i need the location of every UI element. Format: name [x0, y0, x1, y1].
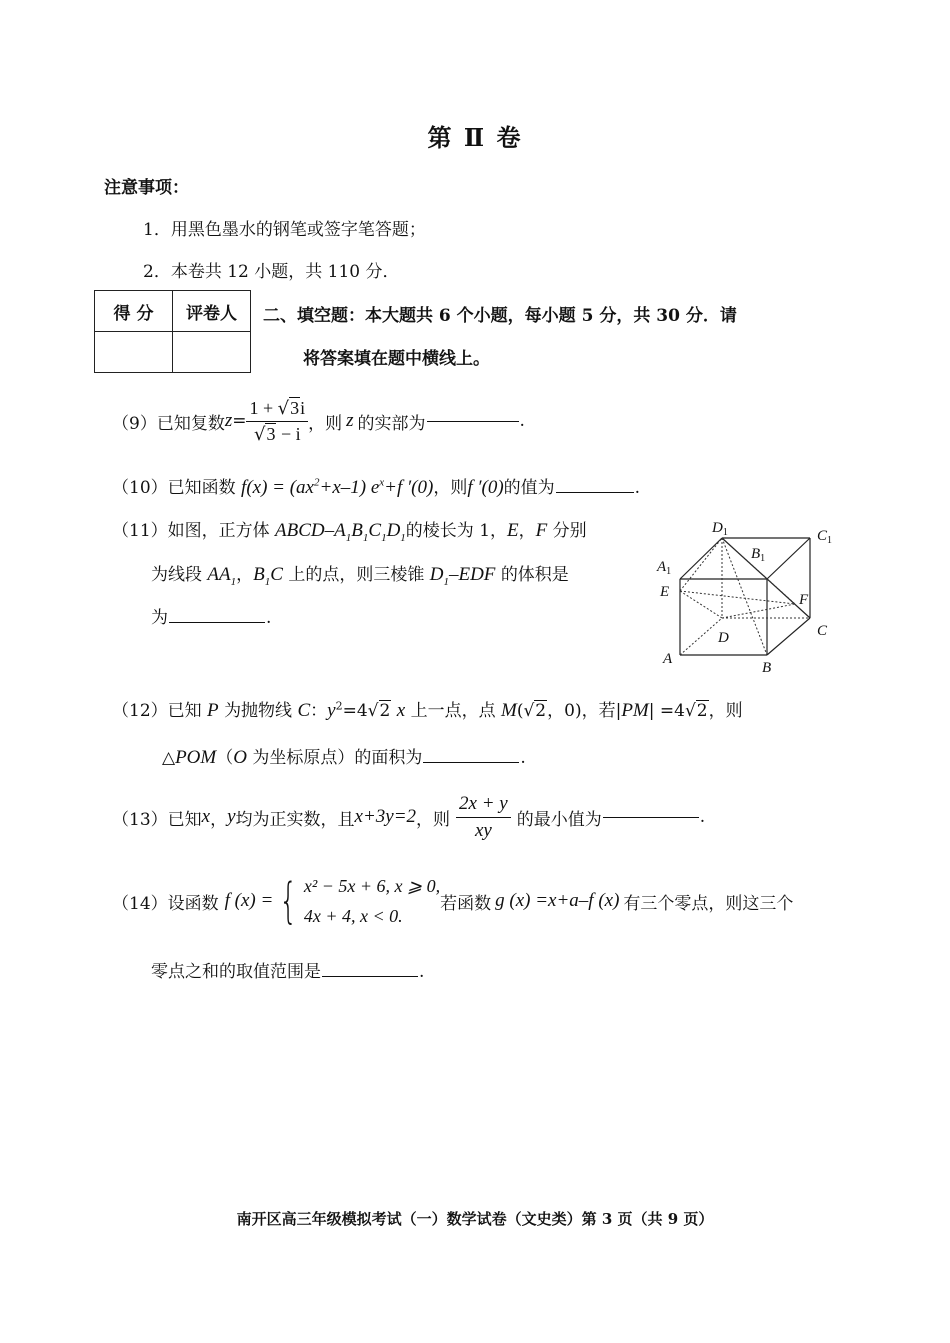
section-heading: 二、填空题：本大题共 6 个小题，每小题 5 分，共 30 分．请 — [263, 306, 737, 326]
label-C: C — [817, 623, 828, 639]
score-cell[interactable] — [95, 332, 173, 373]
label-D1: $D_1$ — [712, 520, 728, 538]
answer-blank-13[interactable] — [603, 816, 699, 818]
answer-blank-10[interactable] — [556, 491, 634, 493]
answer-blank-11[interactable] — [169, 621, 265, 623]
cube-figure — [650, 515, 850, 680]
label-C1: $C_1$ — [817, 528, 833, 546]
fraction-z: $\frac{1 + √3i}{√3 - i}$ — [246, 398, 308, 445]
question-14-line-2: 零点之和的取值范围是 . — [151, 962, 425, 982]
page-title: 第 Ⅱ 卷 — [427, 123, 523, 152]
section-instruction: 将答案填在题中横线上。 — [303, 349, 490, 369]
question-11-line-3: 为 . — [151, 608, 272, 628]
piecewise-brace: { — [279, 873, 298, 929]
notice-heading: 注意事项： — [104, 178, 189, 198]
question-11-line-2: 为线段 $AA_1$，$B_1C$ 上的点，则三棱锥 $D_1$–EDF 的体积是 — [151, 564, 569, 588]
question-13: （13） 已知 x ， y 均为正实数，且 x+3y=2 ，则 $\frac{2x + y}{xy}$ 的最小值为 . — [112, 792, 706, 841]
question-12-line-2: △POM（O 为坐标原点）的面积为 . — [162, 747, 526, 768]
question-12-line-1: （12）已知 P 为抛物线 C：$y^2=4√2$ x 上一点，点 M(√2，0)，若|PM| =4√2，则 — [112, 699, 743, 721]
question-10: （10）已知函数 $f(x) = (ax^2+x-1)$ $e^x+f$ ′(0)，则f ′(0)的值为 . — [112, 476, 641, 498]
label-E: E — [660, 584, 670, 600]
grader-header: 评卷人 — [173, 291, 251, 332]
score-header: 得 分 — [95, 291, 173, 332]
notice-item-1: 1．用黑色墨水的钢笔或签字笔答题； — [143, 220, 426, 240]
question-14-line-1: （14） 设函数 f (x) = { x² − 5x + 6, x ⩾ 0, 4x + 4, x < 0. 若函数 g (x) =x+a–f (x) 有三个零点，则这三个 — [112, 873, 794, 929]
label-D: D — [718, 630, 729, 646]
answer-blank-12[interactable] — [423, 761, 519, 763]
label-A: A — [663, 651, 673, 667]
question-11-line-1: （11）如图，正方体 ABCD–$A_1B_1C_1D_1$的棱长为 1，E，F 分别 — [112, 520, 587, 544]
grader-cell[interactable] — [173, 332, 251, 373]
fraction-13: $\frac{2x + y}{xy}$ — [456, 793, 511, 842]
score-table — [94, 290, 251, 373]
label-B1: $B_1$ — [751, 546, 766, 564]
label-B: B — [762, 660, 772, 676]
answer-blank-9[interactable] — [427, 420, 519, 422]
piecewise-cases: x² − 5x + 6, x ⩾ 0, 4x + 4, x < 0. — [303, 876, 441, 926]
label-A1: $A_1$ — [657, 559, 672, 577]
label-F: F — [799, 592, 809, 608]
answer-blank-14[interactable] — [322, 975, 418, 977]
notice-item-2: 2．本卷共 12 小题，共 110 分． — [143, 262, 400, 282]
question-9: （9） 已知复数 z = $\frac{1 + √3i}{√3 - i}$ ，则 z 的实部为 . — [112, 397, 525, 445]
page-footer: 南开区高三年级模拟考试（一）数学试卷（文史类）第 3 页（共 9 页） — [236, 1210, 714, 1228]
